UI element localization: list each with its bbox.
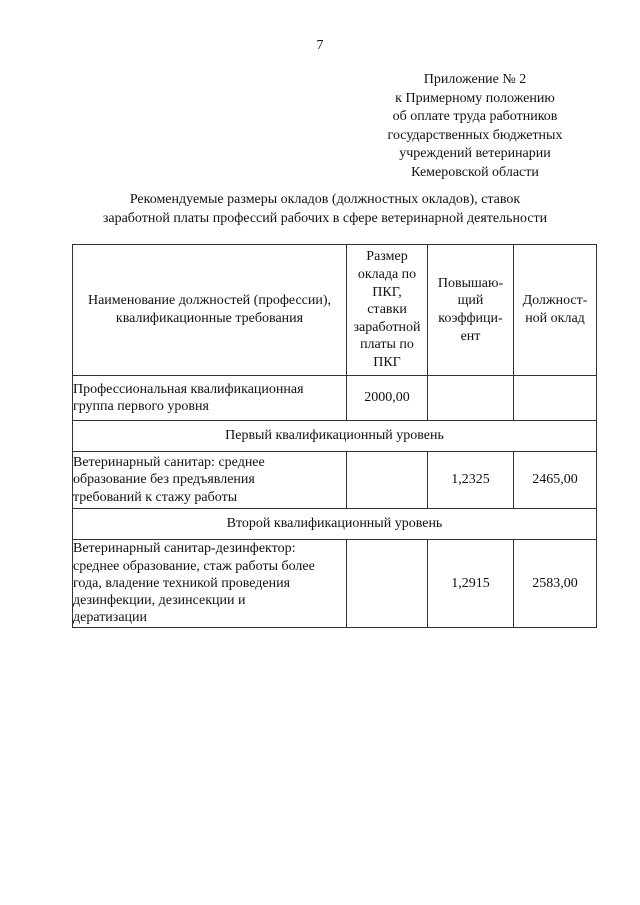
cell-coefficient: [428, 376, 514, 421]
page-number: 7: [316, 38, 324, 53]
cell-text: Ветеринарный санитар-дезинфектор:: [73, 541, 296, 557]
header-text: Повышаю-: [437, 275, 504, 291]
table-row-group: [73, 376, 597, 421]
cell-text: Ветеринарный санитар: среднее: [73, 455, 265, 471]
cell-base-salary: 2000,00: [347, 376, 428, 421]
cell-salary: 2465,00: [514, 452, 597, 509]
header-text: оклада по: [357, 267, 417, 283]
header-salary: [514, 245, 597, 376]
header-text: коэффици-: [438, 311, 503, 326]
table-row-level-2-title: [73, 509, 597, 540]
cell-base-salary: [347, 452, 428, 509]
cell-salary: [514, 376, 597, 421]
header-text: ной оклад: [525, 311, 585, 326]
header-base-salary: [347, 245, 428, 376]
header-coefficient: [428, 245, 514, 376]
appendix-line: об оплате труда работников: [392, 109, 558, 125]
cell-base-salary: [347, 540, 428, 628]
cell-position-name: [73, 452, 347, 509]
cell-text: Профессиональная квалификационная: [73, 381, 304, 397]
table-row: [73, 452, 597, 509]
appendix-reference: [370, 71, 580, 183]
appendix-line: учреждений ветеринарии: [399, 146, 551, 162]
header-text: ставки: [367, 302, 407, 318]
cell-text: группа первого уровня: [73, 399, 209, 414]
table-header-row: [73, 245, 597, 376]
cell-coefficient: 1,2325: [428, 452, 514, 509]
cell-position-name: [73, 540, 347, 628]
cell-text: дезинфекции, дезинсекции и: [73, 593, 246, 609]
level-title: Первый квалификационный уровень: [73, 421, 597, 452]
cell-salary: 2583,00: [514, 540, 597, 628]
header-text: квалификационные требования: [115, 311, 304, 326]
cell-coefficient: 1,2915: [428, 540, 514, 628]
heading-line: Рекомендуемые размеры окладов (должностных окладов), ставок: [129, 192, 521, 207]
header-text: заработной: [353, 319, 421, 335]
level-title: Второй квалификационный уровень: [73, 509, 597, 540]
header-text: ент: [460, 328, 481, 344]
header-text: щий: [457, 293, 484, 309]
cell-text: дератизации: [73, 610, 148, 626]
header-text: платы по: [360, 337, 414, 353]
header-text: Наименование должностей (профессии),: [87, 293, 332, 309]
header-text: ПКГ,: [372, 284, 402, 300]
cell-position-name: [73, 376, 347, 421]
salary-table: [72, 244, 597, 628]
cell-text: образование без предъявления: [73, 472, 255, 488]
header-text: ПКГ: [373, 354, 401, 370]
heading-line: заработной платы профессий рабочих в сфере ветеринарной деятельности: [102, 211, 548, 226]
header-position-name: [73, 245, 347, 376]
document-heading: [60, 190, 590, 228]
appendix-line: Кемеровской области: [411, 164, 539, 180]
appendix-line: государственных бюджетных: [387, 127, 563, 143]
appendix-line: Приложение № 2: [423, 72, 527, 87]
table-row: [73, 540, 597, 628]
cell-text: требований к стажу работы: [73, 489, 238, 505]
cell-text: года, владение техникой проведения: [73, 575, 291, 591]
table-row-level-1-title: [73, 421, 597, 452]
appendix-line: к Примерному положению: [395, 90, 555, 106]
cell-text: среднее образование, стаж работы более: [73, 558, 315, 574]
header-text: Размер: [366, 249, 408, 265]
header-text: Должност-: [522, 293, 588, 309]
